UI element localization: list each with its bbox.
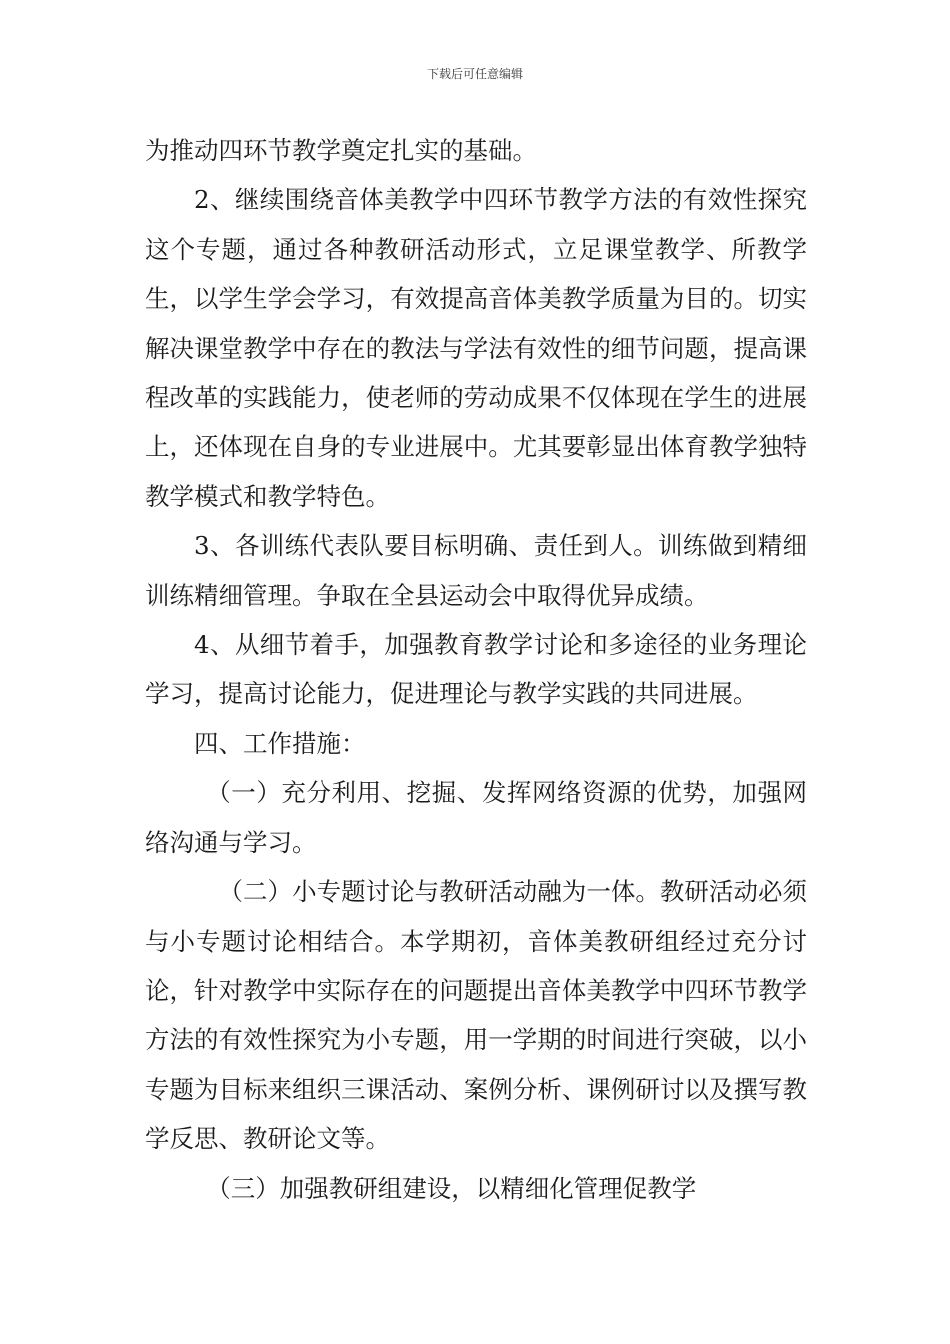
section-heading-measures: 四、工作措施： — [194, 728, 366, 758]
measure-1: （一）充分利用、挖掘、发挥网络资源的优势，加强网络沟通与学习。 — [145, 778, 807, 857]
measure-3: （三）加强教研组建设，以精细化管理促教学 — [206, 1173, 697, 1203]
paragraph-item-2: 2、继续围绕音体美教学中四环节教学方法的有效性探究这个专题，通过各种教研活动形式，立足课堂教学、所教学生，以学生学会学习，有效提高音体美教学质量为目的。切实解决课堂教学中存在的教法与学法有效性的细节问题，提高课程改革的实践能力，使老师的劳动成果不仅体现在学生的进展上，还体现在自身的专业进展中。尤其要彰显出体育教学独特教学模式和教学特色。 — [145, 185, 807, 511]
paragraph-item-3: 3、各训练代表队要目标明确、责任到人。训练做到精细训练精细管理。争取在全县运动会中取得优异成绩。 — [145, 531, 807, 610]
paragraph-continuation: 为推动四环节教学奠定扎实的基础。 — [145, 136, 537, 165]
document-body — [145, 126, 807, 1213]
page-header: 下载后可任意编辑 — [426, 67, 523, 81]
measure-2: （二）小专题讨论与教研活动融为一体。教研活动必须与小专题讨论相结合。本学期初，音体美教研组经过充分讨论，针对教学中实际存在的问题提出音体美教学中四环节教学方法的有效性探究为小专题，用一学期的时间进行突破，以小专题为目标来组织三课活动、案例分析、课例研讨以及撰写教学反思、教研论文等。 — [145, 877, 807, 1154]
paragraph-item-4: 4、从细节着手，加强教育教学讨论和多途径的业务理论学习，提高讨论能力，促进理论与教学实践的共同进展。 — [145, 630, 807, 709]
